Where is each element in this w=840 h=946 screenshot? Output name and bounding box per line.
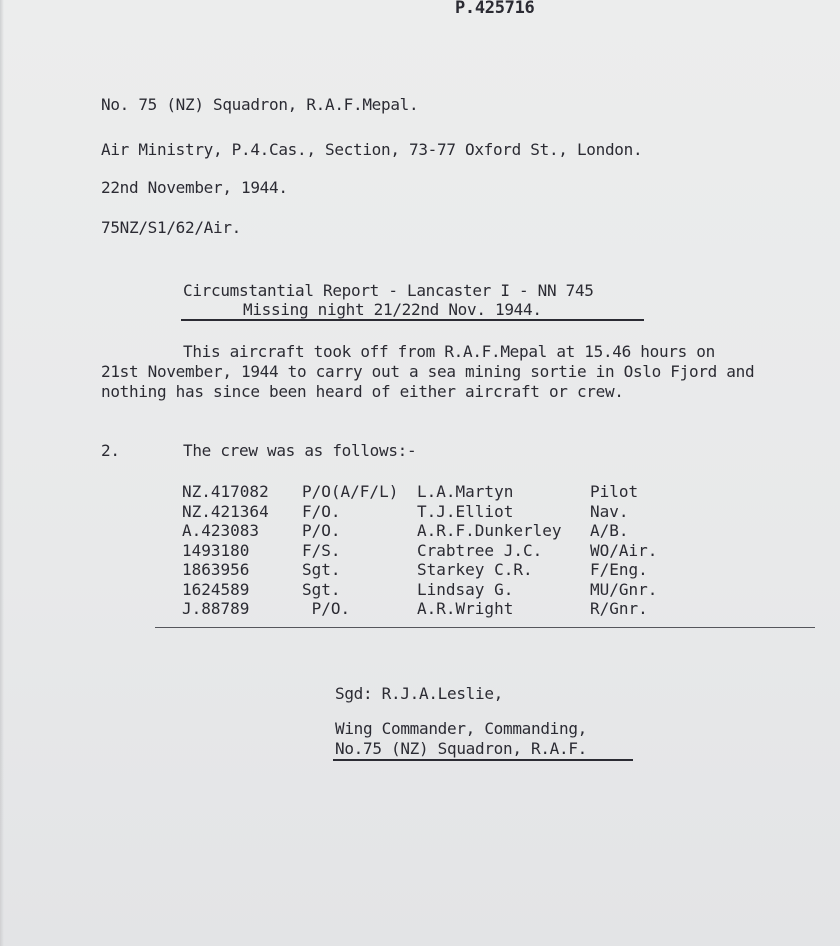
crew-name: Lindsay G. bbox=[417, 579, 514, 599]
report-paragraph: This aircraft took off from R.A.F.Mepal at 15.46 hours on 21st November, 1944 to carry out a sea mining sortie in Oslo Fjord and nothing has since been heard of either aircraft or crew. bbox=[101, 342, 755, 401]
crew-table-rule bbox=[155, 627, 815, 628]
crew-name: T.J.Elliot bbox=[417, 501, 514, 521]
crew-name: L.A.Martyn bbox=[417, 482, 514, 501]
crew-name: Crabtree J.C. bbox=[417, 540, 543, 560]
header-line-file-ref: 75NZ/S1/62/Air. bbox=[101, 218, 241, 237]
crew-role: F/Eng. bbox=[590, 560, 648, 579]
crew-number: A.423083 bbox=[182, 521, 260, 540]
crew-rank: Sgt. bbox=[302, 579, 341, 599]
signature-underline bbox=[333, 759, 633, 761]
crew-role: Pilot bbox=[590, 482, 639, 501]
crew-role: MU/Gnr. bbox=[590, 579, 658, 599]
crew-role: R/Gnr. bbox=[590, 599, 648, 618]
crew-rank: F/O. bbox=[302, 501, 341, 521]
signatory-title: Wing Commander, Commanding, bbox=[335, 719, 587, 738]
signatory-unit: No.75 (NZ) Squadron, R.A.F. bbox=[335, 739, 587, 758]
crew-number: 1624589 bbox=[182, 579, 250, 599]
document-reference: P.425716 bbox=[455, 0, 535, 18]
section-heading: The crew was as follows:- bbox=[183, 441, 417, 460]
crew-number: NZ.421364 bbox=[182, 501, 269, 521]
crew-role: A/B. bbox=[590, 521, 629, 540]
crew-name: A.R.F.Dunkerley bbox=[417, 521, 562, 540]
crew-name: Starkey C.R. bbox=[417, 560, 533, 579]
title-underline bbox=[181, 319, 644, 321]
crew-rank: P/O. bbox=[302, 521, 341, 540]
report-subtitle: Missing night 21/22nd Nov. 1944. bbox=[243, 300, 542, 319]
crew-number: NZ.417082 bbox=[182, 482, 269, 501]
crew-rank: P/O. bbox=[302, 599, 351, 618]
header-line-date: 22nd November, 1944. bbox=[101, 178, 288, 197]
crew-role: WO/Air. bbox=[590, 540, 658, 560]
crew-role: Nav. bbox=[590, 501, 629, 521]
crew-number: 1493180 bbox=[182, 540, 250, 560]
crew-name: A.R.Wright bbox=[417, 599, 514, 618]
header-line-recipient: Air Ministry, P.4.Cas., Section, 73-77 Oxford St., London. bbox=[101, 140, 643, 159]
crew-number: 1863956 bbox=[182, 560, 250, 579]
crew-number: J.88789 bbox=[182, 599, 250, 618]
crew-rank: P/O(A/F/L) bbox=[302, 482, 399, 501]
scan-edge-shadow bbox=[0, 0, 4, 946]
crew-rank: F/S. bbox=[302, 540, 341, 560]
report-title: Circumstantial Report - Lancaster I - NN 745 bbox=[183, 281, 594, 300]
section-number: 2. bbox=[101, 441, 120, 460]
header-line-squadron: No. 75 (NZ) Squadron, R.A.F.Mepal. bbox=[101, 95, 419, 114]
crew-rank: Sgt. bbox=[302, 560, 341, 579]
signature-line: Sgd: R.J.A.Leslie, bbox=[335, 684, 503, 703]
